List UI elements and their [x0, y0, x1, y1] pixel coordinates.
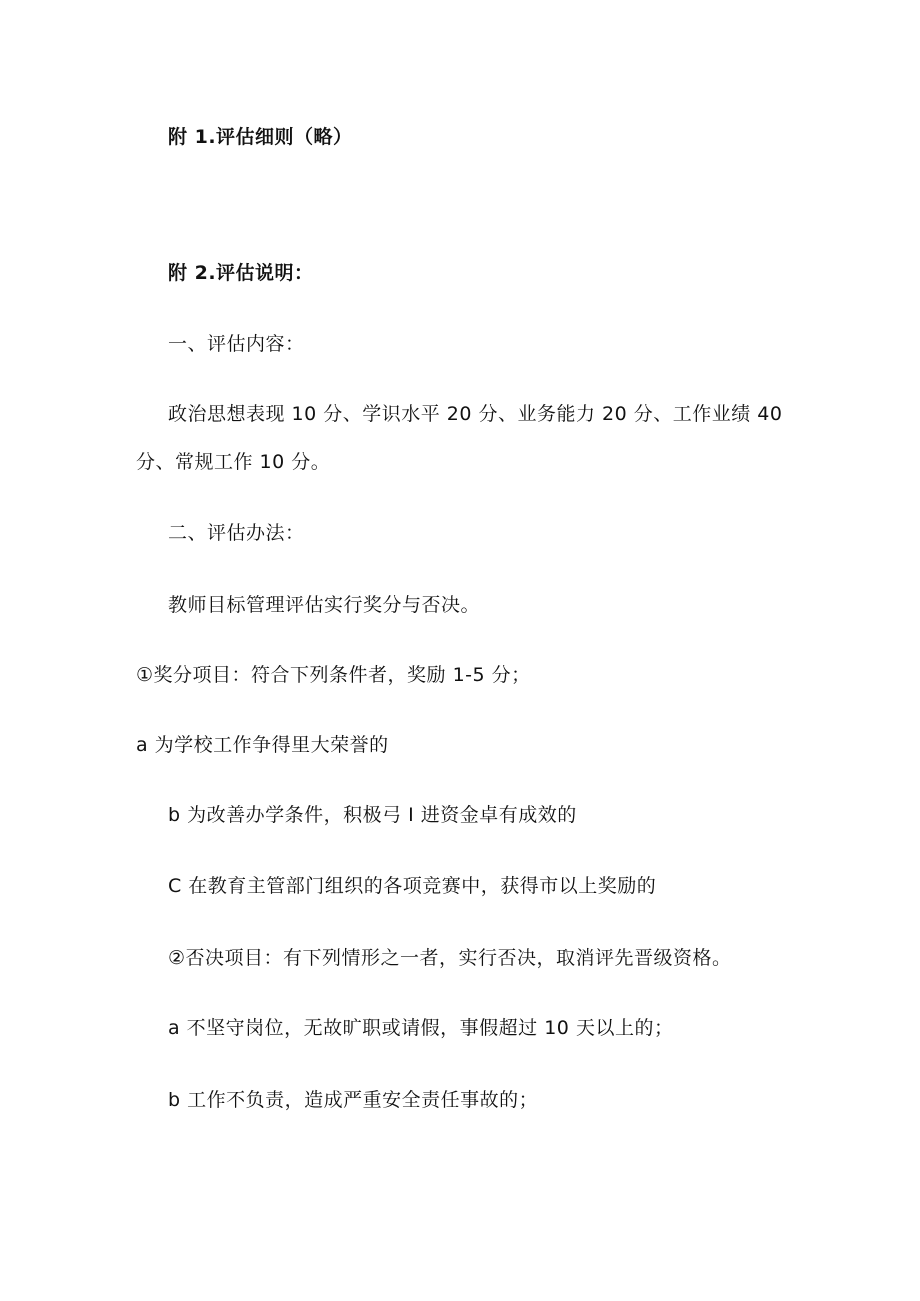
veto-item-a: a 不坚守岗位，无故旷职或请假，事假超过 10 天以上的；: [168, 1017, 674, 1039]
reward-heading: ①奖分项目：符合下列条件者，奖励 1-5 分；: [136, 664, 531, 686]
section1-heading: 一、评估内容：: [168, 333, 305, 355]
section1-body-line1: 政治思想表现 10 分、学识水平 20 分、业务能力 20 分、工作业绩 40: [168, 403, 783, 425]
reward-item-a: a 为学校工作争得里大荣誉的: [136, 734, 389, 756]
reward-item-c: C 在教育主管部门组织的各项竞赛中，获得市以上奖励的: [168, 875, 657, 897]
appendix1-title: 附 1.评估细则（略）: [168, 126, 353, 148]
veto-item-b: b 工作不负责，造成严重安全责任事故的；: [168, 1089, 539, 1111]
reward-item-b: b 为改善办学条件，积极弓 I 进资金卓有成效的: [168, 804, 577, 826]
section2-intro: 教师目标管理评估实行奖分与否决。: [168, 594, 481, 616]
section2-heading: 二、评估办法：: [168, 522, 305, 544]
section1-body-line2: 分、常规工作 10 分。: [136, 451, 331, 473]
veto-heading: ②否决项目：有下列情形之一者，实行否决，取消评先晋级资格。: [168, 947, 732, 969]
appendix2-title: 附 2.评估说明：: [168, 262, 314, 284]
